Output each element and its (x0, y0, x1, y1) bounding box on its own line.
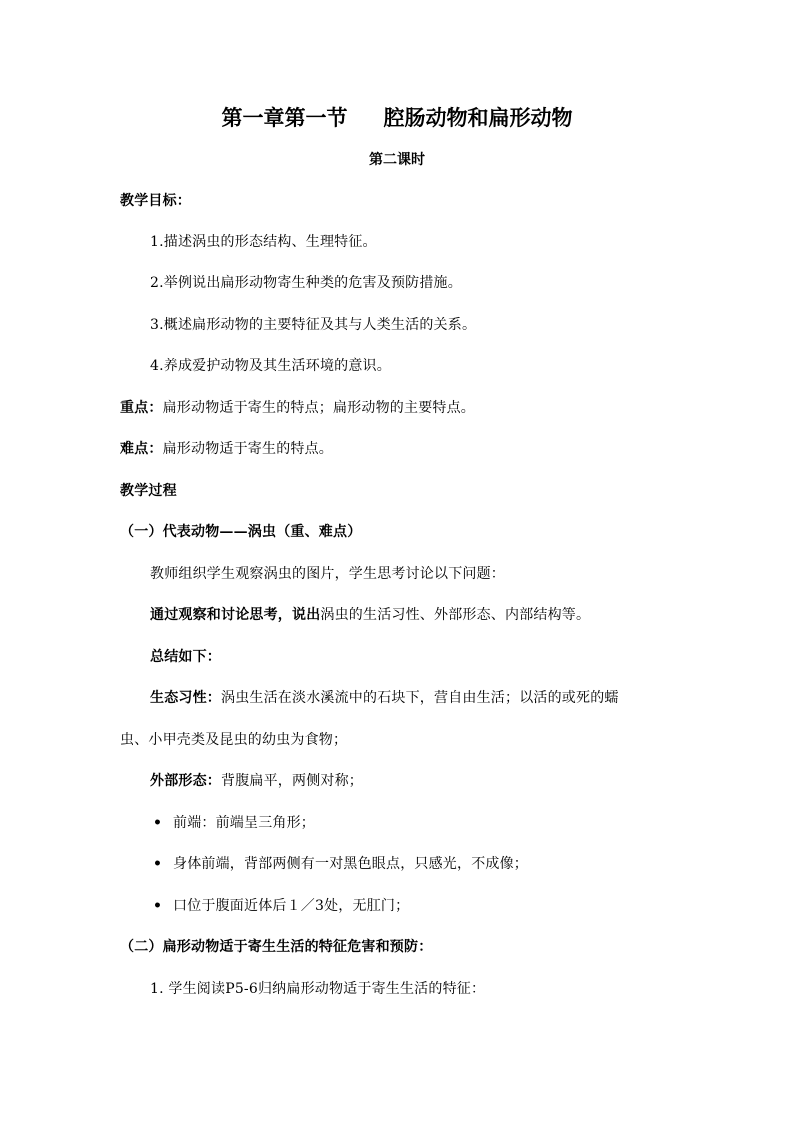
ecology-habit-continued: 虫、小甲壳类及昆虫的幼虫为食物； (120, 732, 348, 748)
external-morphology-label: 外部形态： (150, 773, 221, 789)
section1-paragraph-1: 教师组织学生观察涡虫的图片，学生思考讨论以下问题： (150, 566, 505, 582)
title-section-label: 第一章第一节 (221, 105, 348, 130)
page-subtitle: 第二课时 (369, 152, 425, 168)
page-title (0, 104, 794, 132)
title-topic: 腔肠动物和扁形动物 (383, 105, 573, 130)
bullet-item-2 (153, 854, 528, 874)
bullet-item-3 (153, 896, 409, 916)
objectives-heading: 教学目标： (120, 193, 191, 209)
difficult-point-label: 难点： (120, 441, 163, 457)
section1-p2-rest: 涡虫的生活习性、外部形态、内部结构等。 (320, 607, 591, 623)
external-morphology-text: 背腹扁平，两侧对称； (221, 773, 363, 789)
section2-heading: （二）扁形动物适于寄生生活的特征危害和预防： (120, 939, 433, 955)
section1-p2-bold: 通过观察和讨论思考，说出 (150, 607, 321, 623)
bullet-icon: • (153, 815, 163, 831)
bullet-text-3: 口位于腹面近体后１／3处，无肛门； (173, 898, 410, 914)
key-point-label: 重点： (120, 400, 163, 416)
external-morphology (150, 771, 363, 791)
bullet-text-1: 前端：前端呈三角形； (173, 815, 315, 831)
key-point-text: 扁形动物适于寄生的特点；扁形动物的主要特点。 (162, 400, 476, 416)
bullet-text-2: 身体前端，背部两侧有一对黑色眼点，只感光，不成像； (173, 856, 528, 872)
objective-item-1: 1.描述涡虫的形态结构、生理特征。 (150, 234, 377, 250)
process-heading: 教学过程 (120, 483, 177, 499)
ecology-habit-text: 涡虫生活在淡水溪流中的石块下，营自由生活；以活的或死的蠕 (221, 690, 619, 706)
key-point (120, 398, 475, 418)
section2-item-1: 1. 学生阅读P5-6归纳扁形动物适于寄生生活的特征： (150, 981, 486, 997)
summary-label: 总结如下： (150, 649, 221, 665)
section1-paragraph-2 (150, 605, 590, 625)
ecology-habit (150, 688, 619, 708)
section1-heading: （一）代表动物——涡虫（重、难点） (120, 524, 362, 540)
objective-item-2: 2.举例说出扁形动物寄生种类的危害及预防措施。 (150, 275, 462, 291)
difficult-point (120, 439, 333, 459)
ecology-habit-label: 生态习性： (150, 690, 221, 706)
bullet-icon: • (153, 898, 163, 914)
objective-item-3: 3.概述扁形动物的主要特征及其与人类生活的关系。 (150, 317, 477, 333)
bullet-item-1 (153, 813, 315, 833)
bullet-icon: • (153, 856, 163, 872)
difficult-point-text: 扁形动物适于寄生的特点。 (162, 441, 334, 457)
objective-item-4: 4.养成爱护动物及其生活环境的意识。 (150, 358, 391, 374)
